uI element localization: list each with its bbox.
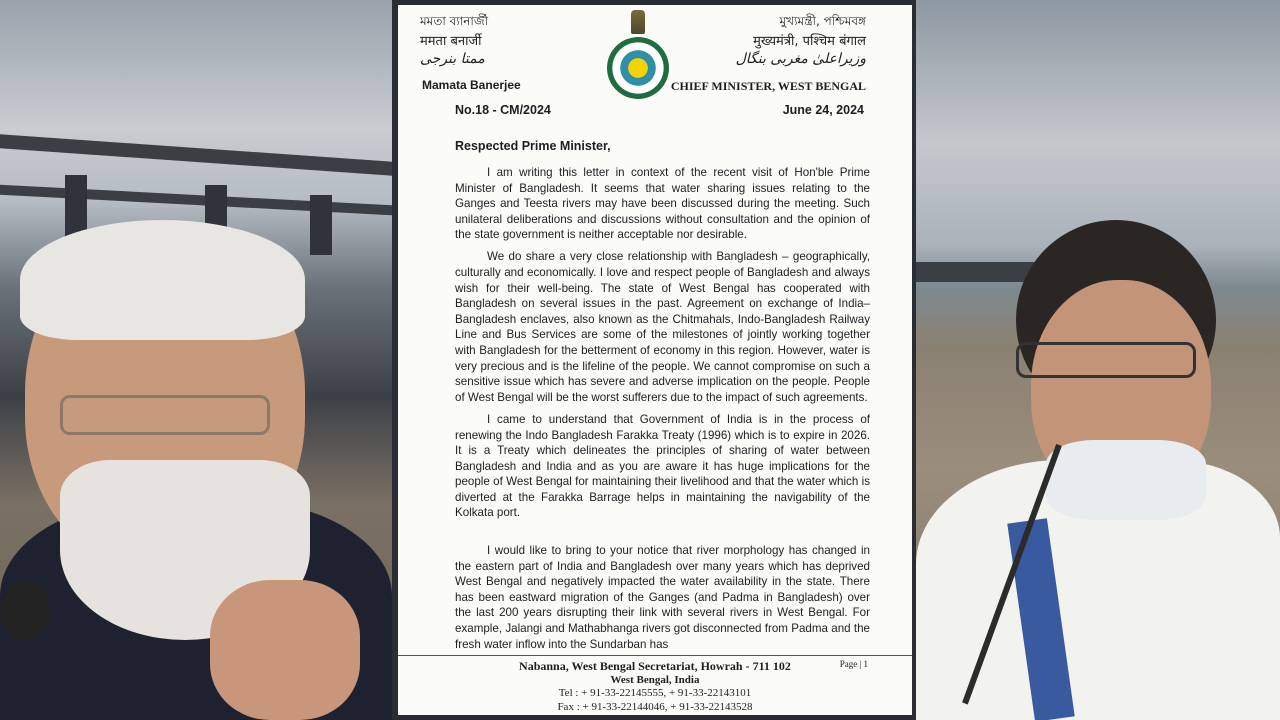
man-portrait	[0, 220, 392, 720]
microphone	[0, 580, 50, 640]
english-name: Mamata Banerjee	[422, 78, 521, 92]
hindi-name: ममता बनार्जी	[420, 34, 482, 49]
paragraph: I would like to bring to your notice that river morphology has changed in the eastern part of India and Bangladesh over many years which has deprived West Bengal and negatively impacted the water availability in the state. There has been eastward migration of the Ganges (and Padma in Bangladesh) over the last 200 years disrupting their link with several rivers in West Bengal. For example, Jalangi and Mathabhanga rivers got disconnected from Padma and the fresh water inflow into the Sundarban has	[455, 544, 870, 651]
woman-portrait	[916, 220, 1280, 720]
bengali-title: মুখ্যমন্ত্রী, পশ্চিমবঙ্গ	[779, 14, 866, 28]
hand	[210, 580, 360, 720]
national-emblem-icon	[631, 10, 645, 34]
letter-body	[455, 165, 870, 659]
urdu-title: وزیراعلیٰ مغربی بنگال	[735, 51, 866, 67]
footer-region: West Bengal, India	[610, 673, 700, 686]
white-hair	[20, 220, 305, 340]
footer-address: Nabanna, West Bengal Secretariat, Howrah - 711 102	[519, 659, 791, 673]
glasses	[60, 395, 270, 435]
paragraph: I am writing this letter in context of the recent visit of Hon'ble Prime Minister of Bangladesh. It seems that water sharing issues relating to the Ganges and Teesta rivers may have been discussed during the meeting. Such unilateral deliberations and discussions without consultation and the opinion of the state government is neither acceptable nor desirable.	[455, 166, 870, 242]
glasses	[1016, 342, 1196, 378]
salutation: Respected Prime Minister,	[455, 139, 611, 153]
west-bengal-seal-logo	[607, 37, 669, 99]
bridge-deck	[0, 134, 392, 175]
page-number: Page | 1	[839, 659, 868, 669]
reference-number: No.18 - CM/2024	[455, 103, 551, 117]
english-title: CHIEF MINISTER, WEST BENGAL	[670, 79, 866, 93]
bengali-name: মমতা ব্যানার্জী	[420, 14, 489, 28]
letter-date: June 24, 2024	[782, 103, 864, 117]
right-photo-river-bridge	[916, 0, 1280, 720]
footer-fax: Fax : + 91-33-22144046, + 91-33-22143528	[557, 700, 753, 713]
paragraph: I came to understand that Government of India is in the process of renewing the Indo Bangladesh Farakka Treaty (1996) which is to expire in 2026. It is a Treaty which delineates the principles of sharing of water between Bangladesh and India and as you are aware it has huge implications for the people of West Bengal for maintaining their livelihood and that the water which is diverted at the Farakka Barrage helps in maintaining the navigability of the Kolkata port.	[455, 412, 870, 520]
left-photo-river-bridge	[0, 0, 392, 720]
footer-telephone: Tel : + 91-33-22145555, + 91-33-22143101	[558, 687, 752, 699]
hindi-title: मुख्यमंत्री, पश्चिम बंगाल	[753, 34, 866, 49]
paragraph: We do share a very close relationship with Bangladesh – geographically, culturally and economically. I love and respect people of Bangladesh and always wish for their well-being. The state of West Bengal has cooperated with Bangladesh on several issues in the past. Agreement on exchange of India–Bangladesh enclaves, also known as the Chitmahals, Indo-Bangladesh Railway Line and Bus Services are some of the milestones of jointly working together with Bangladesh for the betterment of economy in this region. However, water is very precious and is the lifeline of the people. We cannot compromise on such a sensitive issue which has severe and adverse implication on the people. People of West Bengal will be the worst sufferers due to the impact of such agreements.	[455, 250, 870, 404]
bridge-deck	[0, 185, 392, 216]
urdu-name: ممتا بنرجی	[420, 51, 485, 67]
letter-footer	[398, 655, 912, 714]
letter-document	[398, 5, 912, 715]
face-mask	[1046, 440, 1206, 520]
